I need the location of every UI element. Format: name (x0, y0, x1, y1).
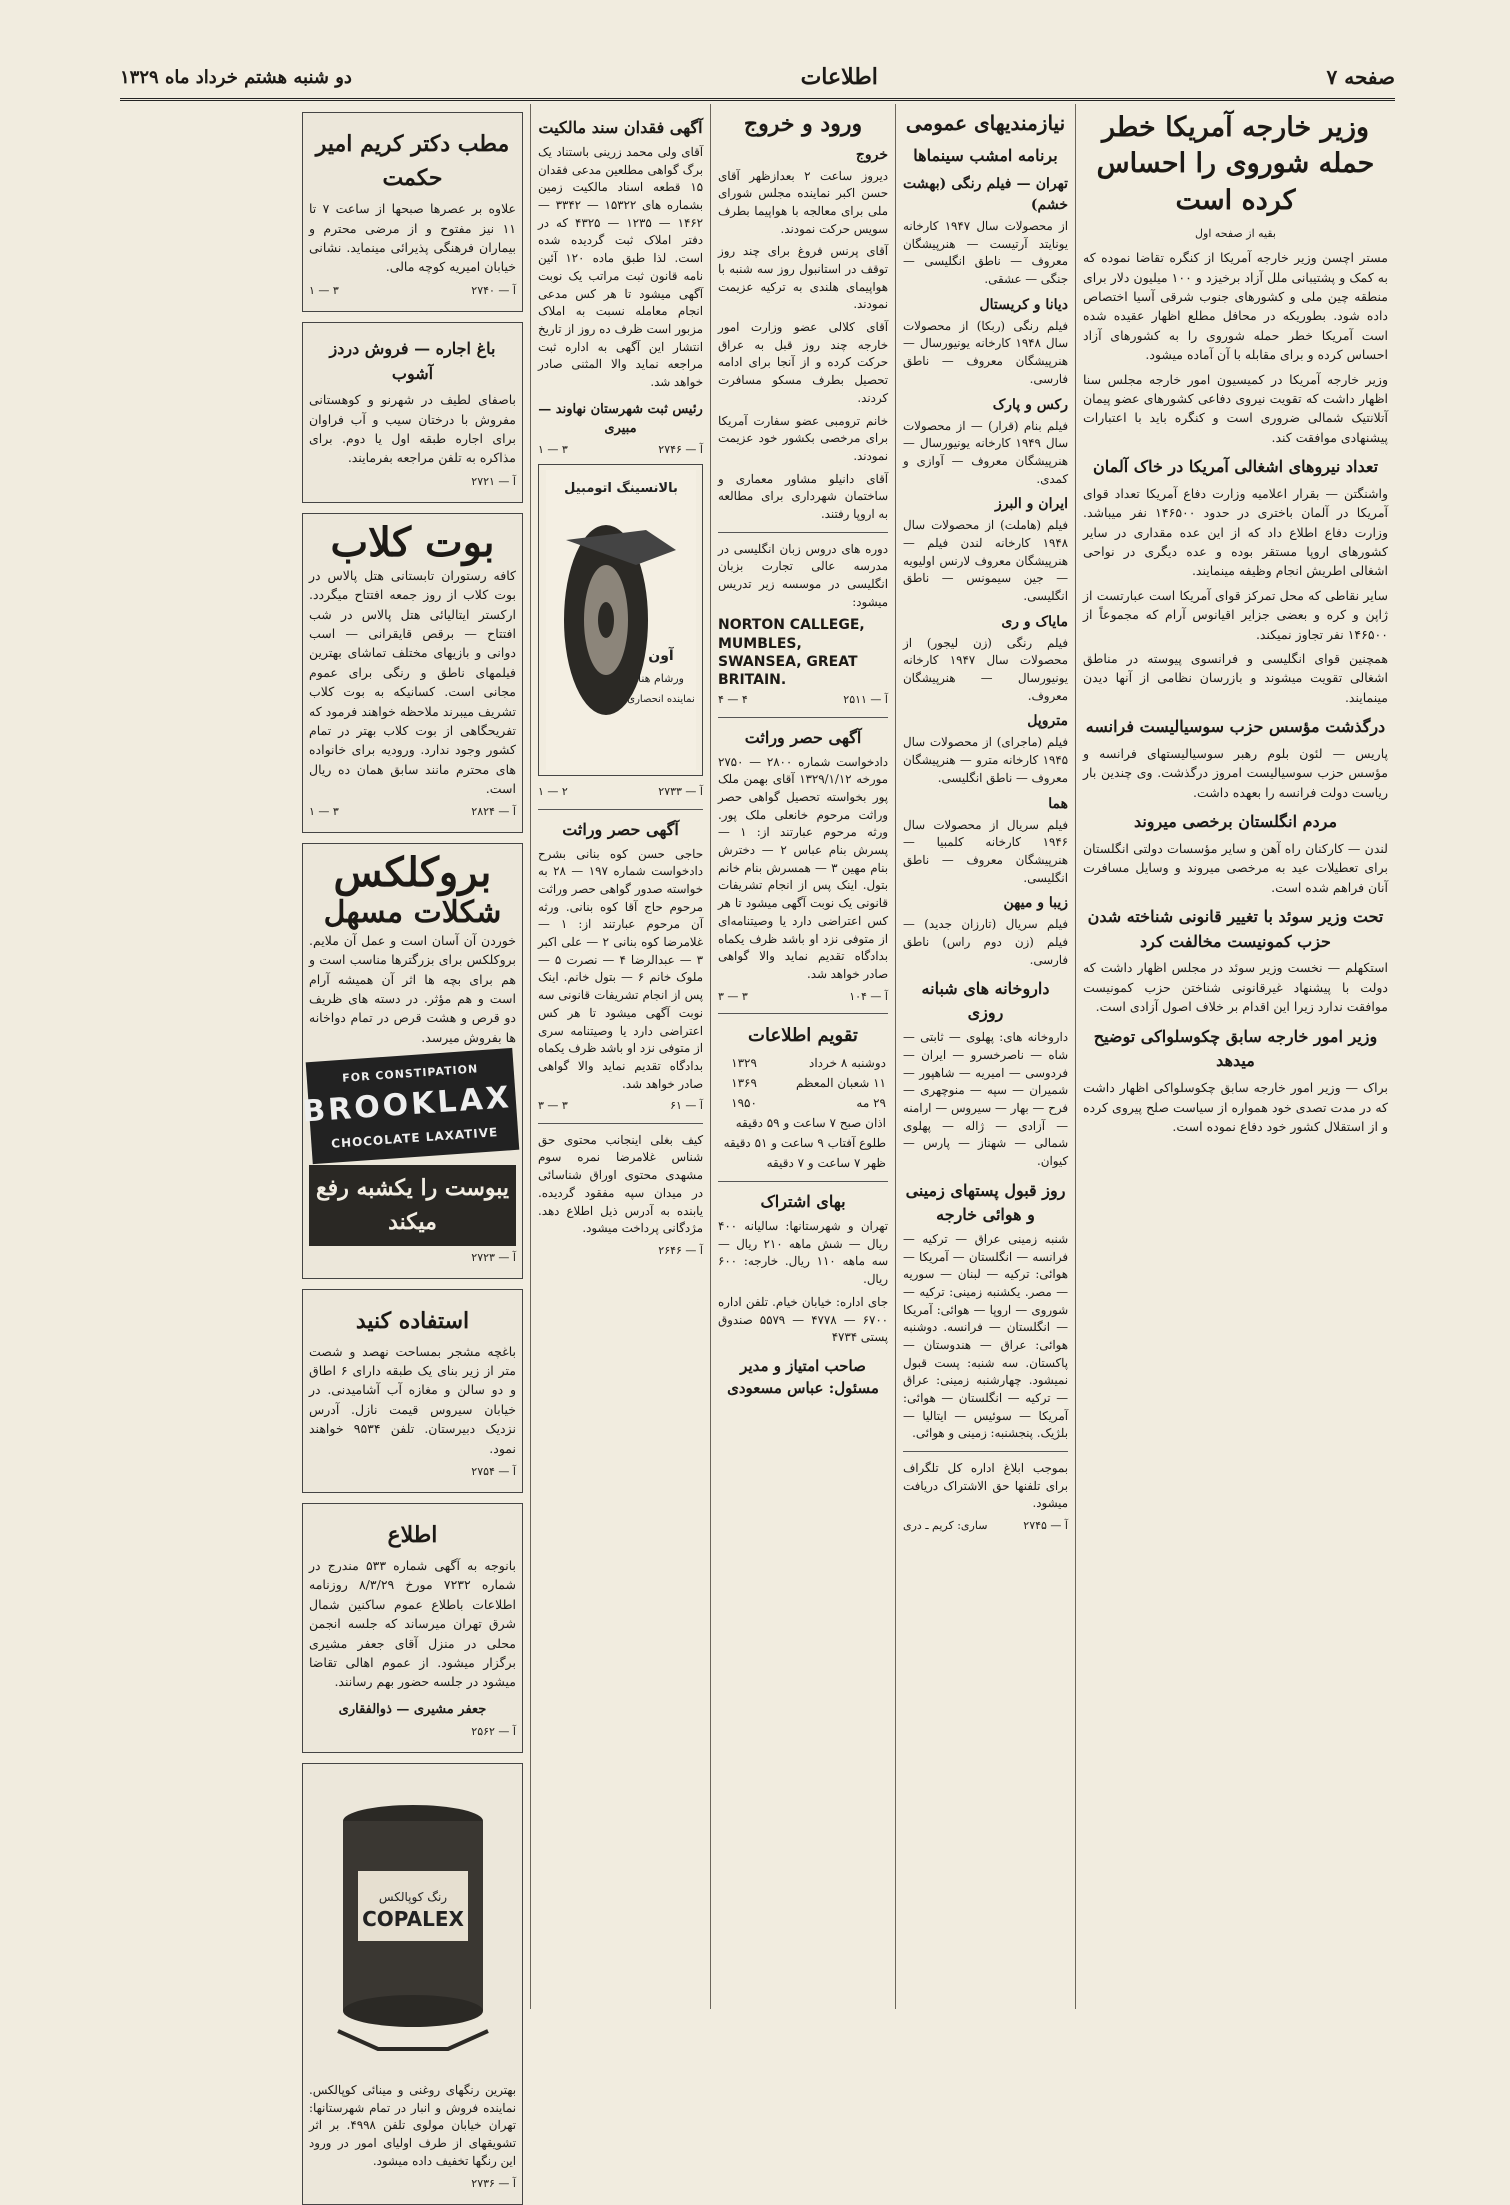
ad-reference (903, 1518, 1068, 1535)
ad-banner: یبوست را یکشبه رفع میکند (309, 1165, 516, 1245)
continued-note: بقیه از صفحه اول (1195, 227, 1276, 241)
ad-title: بوت کلاب (330, 518, 495, 566)
column-ads (295, 104, 530, 2191)
divider (718, 532, 888, 533)
calendar-cell: ۱۱ شعبان المعظم (796, 1076, 886, 1091)
ad-ref-run: ۳ — ۱ (309, 805, 339, 819)
travel-paragraph: آقای دانیلو مشاور معماری و ساختمان شهرداری برای مطالعه به اروپا رفتند. (718, 471, 888, 521)
ad-text: خوردن آن آسان است و عمل آن ملایم. بروکلکس برای بزرگترها مناسب است و هم برای بچه ها اثر آن همیشه آرام است و هم مؤثر. در دسته های ظریف دو قرص و هشت قرص در تمام دواخانه ها بفروش میرسد. (309, 932, 516, 1045)
ad-ref-code: آ — ۲۷۲۳ (471, 1250, 516, 1264)
cinema-name: ایران و البرز (994, 496, 1068, 513)
column-notices (530, 104, 710, 2009)
travel-paragraph: خانم ترومبی عضو سفارت آمریکا برای مرخصی بکشور خود عزیمت نمودند. (718, 413, 888, 463)
services-notice: بموجب ابلاغ اداره کل تلگراف برای تلفنها حق الاشتراک دریافت میشود. (903, 1461, 1068, 1511)
ad-ref-code: آ — ۶۱ (670, 1099, 703, 1113)
calendar-row (718, 1113, 888, 1133)
cinema-desc: فیلم سریال از محصولات سال ۱۹۴۶ کارخانه کلمبیا — هنرپیشگان معروف — ناطق انگلیسی. (903, 817, 1068, 885)
ad-signature: ساری: کریم ـ دری (903, 1519, 988, 1533)
subscription-rates: تهران و شهرستانها: سالیانه ۴۰۰ ریال — شش ماهه ۲۱۰ ریال — سه ماهه ۱۱۰ ریال. خارجه: ۶۰۰ ریال. (718, 1219, 888, 1287)
cinema-desc: فیلم رنگی (زن لیجور) از محصولات سال ۱۹۴۷ کارخانه یونیورسال — هنرپیشگان معروف. (903, 635, 1068, 703)
brooklax-box (301, 1048, 520, 1164)
masthead (120, 56, 1395, 101)
subscription-heading: بهای اشتراک (760, 1192, 846, 1212)
ad-reference (309, 282, 516, 299)
tire-ad-line: آون (647, 648, 674, 665)
calendar-cell: ۱۹۵۰ (731, 1096, 757, 1111)
news-paragraph: همچنین قوای انگلیسی و فرانسوی پیوسته در مناطق اشغالی تقویت میشوند و بازرسان نظامی از آنها دیدن مینمایند. (1083, 650, 1388, 705)
ad-ref-code: آ — ۲۷۳۶ (471, 2177, 516, 2191)
english-course-notice: دوره های دروس زبان انگلیسی در مدرسه عالی تجارت بزبان انگلیسی در موسسه زیر تدریس میشود: (718, 541, 888, 609)
pharmacy-heading: داروخانه های شبانه روزی (921, 979, 1050, 1023)
copalex-ad (302, 1763, 523, 2205)
divider (718, 717, 888, 718)
english-address (718, 616, 888, 689)
calendar-row (718, 1093, 888, 1113)
pharmacy-list: داروخانه های: پهلوی — ثابتی — شاه — ناصرخسرو — ایران — فردوسی — امیریه — شاهپور — شمیران — سپه — منوچهری — فرح — بهار — سیروس — ارامنه — آزادی — ژاله — پهلوی شمالی — شهناز — پارس — کیوان. (903, 1030, 1068, 1169)
cinema-desc: فیلم سریال (تارزان جدید) — فیلم (زن دوم راس) ناطق فارسی. (903, 917, 1068, 967)
paint-can-icon (308, 1781, 518, 2071)
notice-signature: رئیس ثبت شهرستان نهاوند — مبیری (538, 401, 703, 437)
news-paragraph: واشنگتن — بقرار اعلامیه وزارت دفاع آمریکا تعداد قوای آمریکا در آلمان باختری در حدود ۱۴۶۵۰۰ نفر میباشد. وزارت دفاع اطلاع داد که از این عده مقداری در سایر کشورهای اروپا مستقر بوده و عده دیگری در نواحی اشغالی اطریش انجام وظیفه مینمایند. (1083, 485, 1388, 579)
address-line: MUMBLES, (718, 635, 802, 652)
ad-title: مطب دکتر کریم امیر حکمت (315, 131, 510, 192)
divider (718, 1013, 888, 1014)
main-headline: وزیر خارجه آمریکا خطر حمله شوروی را احساس کرده است (1096, 112, 1375, 216)
copalex-illustration (309, 1776, 516, 2076)
calendar-cell: ۱۳۶۹ (731, 1076, 757, 1091)
ad-ref-code: آ — ۱۰۴ (849, 989, 888, 1003)
calendar-table (718, 1053, 888, 1173)
ad-ref-code: آ — ۲۸۲۴ (471, 805, 516, 819)
ad-text: بهترین رنگهای روغنی و مینائی کوپالکس. نماینده فروش و انبار در تمام شهرستانها: تهران خیابان مولوی تلفن ۴۹۹۸. بر اثر تشویقهای از طرف اولیای امور در ورود این رنگها تخفیف داده میشود. (309, 2082, 516, 2168)
calendar-row (718, 1073, 888, 1093)
divider (538, 1123, 703, 1124)
column-news (1075, 104, 1395, 2009)
notice-text: کیف بغلی اینجانب محتوی حق شناس غلامرضا نمره سوم مشهدی محتوی اوراق شناسائی در میدان سپه مفقود گردیده. یابنده به آدرس ذیل اطلاع دهد. مژدگانی پرداخت میشود. (538, 1132, 703, 1236)
ad-reference (309, 473, 516, 490)
cinema-name: تهران — فیلم رنگی (بهشت خشم) (903, 176, 1068, 213)
ad-text: باغچه مشجر بمساحت نهصد و شصت متر از زیر بنای یک طبقه دارای ۶ اطاق و دو سالن و مغازه آب آشامیدنی. در خیابان سیروس قیمت نازل. آدرس نزدیک دبیرستان. تلفن ۹۵۳۴ خواهند نمود. (309, 1343, 516, 1456)
calendar-cell: ۱۳۲۹ (731, 1056, 757, 1071)
cinema-name: رکس و پارک (992, 396, 1068, 413)
publisher-signature: صاحب امتیاز و مدیر مسئول: عباس مسعودی (727, 1356, 879, 1398)
announcement-ad (302, 1503, 523, 1753)
ad-text: کافه رستوران تابستانی هتل پالاس در بوت کلاب از روز جمعه افتتاح میگردد. ارکستر ایتالیائی هتل پالاس در شب افتتاح — برقص قایقرانی — اسب دوانی و بازیهای مختلف تماشای بهترین فیلمهای ناطق و رنگی برای عموم مجانی است. کسانیکه به بوت کلاب تشریف میبرند ملاحظه خواهند فرمود که تفریحگاهی از بوت کلاب بهتر در تمام کشور وجود ندارد. ورودیه برای خانواده های محترم مانند سابق همان ده ریال است. (309, 567, 516, 796)
ad-reference (538, 1098, 703, 1115)
ad-subtitle: شکلات مسهل (323, 895, 502, 931)
ad-ref-run: ۳ — ۳ (538, 1099, 568, 1113)
notice-heading: آگهی فقدان سند مالکیت (538, 118, 703, 137)
tire-ad-line: ورشام هنا (637, 672, 684, 686)
cinema-desc: فیلم بنام (قرار) — از محصولات سال ۱۹۴۹ کارخانه یونیورسال — هنرپیشگان معروف — آوازی و کمدی. (903, 418, 1068, 486)
news-paragraph: پاریس — لئون بلوم رهبر سوسیالیستهای فرانسه و مؤسس حزب سوسیالیست امروز درگذشت. وی چندین بار ریاست دولت فرانسه را بعهده داشت. (1083, 745, 1388, 800)
notice-heading: آگهی حصر وراثت (562, 819, 679, 839)
ad-reference (718, 989, 888, 1006)
ad-ref-code: آ — ۲۷۳۳ (658, 785, 703, 799)
office-address: جای اداره: خیابان خیام. تلفن اداره ۶۷۰۰ — ۴۷۷۸ — ۵۵۷۹ صندوق پستی ۴۷۳۴ (718, 1294, 888, 1345)
inheritance-text: دادخواست شماره ۲۸۰۰ — ۲۷۵۰ مورخه ۱۳۲۹/۱/۱۲ آقای بهمن ملک پور بخواسته تحصیل گواهی حصر وراثت مرحوم خانعلی ملک پور. ورثه مرحوم عبارتند از: ۱ — پسرش بنام عباس ۲ — دخترش بنام مهین ۳ — همسرش بنام خانم بتول. اینک پس از انجام تشریفات قانونی یک نوبت آگهی میشود تا هر کس اعتراضی دارد یا وصیتنامه‌ای از متوفی نزد او باشد ظرف یکماه بدادگاه تقدیم نماید والا گواهی صادر خواهد شد. (718, 754, 889, 981)
cinema-desc: فیلم (هاملت) از محصولات سال ۱۹۴۸ کارخانه لندن فیلم — هنرپیشگان معروف لارنس اولیویه — جین سیمونس — ناطق انگلیسی. (903, 518, 1068, 603)
ad-reference (309, 1463, 516, 1480)
services-title: نیازمندیهای عمومی (905, 111, 1066, 135)
ad-reference (538, 1243, 703, 1260)
copalex-brand: COPALEX (361, 1906, 464, 1931)
calendar-heading: تقویم اطلاعات (748, 1025, 858, 1047)
tire-advertisement (538, 464, 703, 776)
box-label: CHOCOLATE LAXATIVE (330, 1124, 499, 1151)
news-heading: تعداد نیروهای اشغالی آمریکا در خاک آلمان (1092, 457, 1379, 477)
travel-paragraph: آقای کلالی عضو وزارت امور خارجه چند روز قبل به عراق حرکت کرده و از آنجا برای ادامه تحصیل بطرف مسکو مسافرت کردند. (718, 320, 888, 405)
calendar-cell: طلوع آفتاب ۹ ساعت و ۵۱ دقیقه (723, 1136, 886, 1151)
ad-title: استفاده کنید (355, 1307, 470, 1334)
news-heading: تحت وزیر سوئد با تغییر قانونی شناخته شدن حزب کمونیست مخالفت کرد (1087, 906, 1384, 951)
ad-ref-code: آ — ۲۵۶۲ (471, 1724, 516, 1738)
divider (903, 1451, 1068, 1452)
ad-ref-run: ۴ — ۴ (718, 693, 748, 707)
news-paragraph: لندن — کارکنان راه آهن و سایر مؤسسات دولتی انگلستان برای تعطیلات عید به مرخصی میروند و وسایل مسافرت آنان فراهم شده است. (1083, 840, 1388, 895)
cinema-desc: از محصولات سال ۱۹۴۷ کارخانه یونایتد آرتیست — هنرپیشگان معروف — ناطق انگلیسی — جنگی — عشقی. (903, 219, 1068, 287)
tire-ad-line: بالانسینگ اتومبیل (563, 481, 678, 497)
news-paragraph: براک — وزیر امور خارجه سابق چکوسلواکی اظهار داشت که در مدت تصدی خود همواره از سیاست صلح پیروی کرده و از استقلال کشور خود دفاع نموده است. (1083, 1080, 1388, 1134)
column-services (895, 104, 1075, 2009)
news-paragraph: مستر اچسن وزیر خارجه آمریکا از کنگره تقاضا نموده که به کمک و پشتیبانی ملل آزاد برخیزد و ۱۰۰ میلیون دلار برای منطقه چین ملی و کشورهای جنوب شرقی آسیا اختصاص داده شود. بطوریکه در محافل مطلع اظهار عقیده شده است آمریکا خطر حمله شوروی را به کشورهای آزاد احساس کرده و برای مقابله با آن آماده میشود. (1083, 250, 1388, 363)
brooklax-ad (302, 843, 523, 1278)
ad-reference (538, 784, 703, 801)
ad-reference (718, 692, 888, 709)
news-heading: مردم انگلستان برخصی میروند (1133, 811, 1338, 831)
travel-paragraph: دیروز ساعت ۲ بعدازظهر آقای حسن اکبر نماینده مجلس شورای ملی برای معالجه با هواپیما بطرف سویس حرکت نمودند. (718, 168, 888, 236)
news-paragraph: سایر نقاطی که محل تمرکز قوای آمریکا است عبارتست از ژاپن و کره و بعضی جزایر اقیانوس آرام که مجموعاً از ۱۴۶۵۰۰ نفر تجاوز نمیکند. (1083, 587, 1388, 642)
ad-reference (309, 1723, 516, 1740)
calendar-cell: ۲۹ مه (856, 1096, 886, 1111)
ad-ref-run: ۳ — ۳ (718, 989, 748, 1003)
news-heading: درگذشت مؤسس حزب سوسیالیست فرانسه (1085, 717, 1386, 737)
cinema-heading: برنامه امشب سینماها (913, 146, 1058, 165)
issue-date: دو شنبه هشتم خرداد ماه ۱۳۲۹ (120, 66, 352, 88)
travel-subheading: خروج (855, 146, 888, 163)
post-schedule: شنبه زمینی عراق — ترکیه — فرانسه — انگلستان — آمریکا — هوائی: ترکیه — لبنان — سوریه — مصر. یکشنبه زمینی: ترکیه — شوروی — اروپا — هوائی: آمریکا — انگلستان — فرانسه. دوشنبه هوائی: عراق — هندوستان — پاکستان. سه شنبه: پست قبول نمیشود. چهارشنبه زمینی: عراق — ترکیه — انگلستان — هوائی: آمریکا — سوئیس — ایتالیا — بلژیک. پنجشنبه: زمینی و هوائی. (903, 1231, 1068, 1441)
tire-ad-line: نماینده انحصاری (626, 694, 695, 706)
paper-name: اطلاعات (800, 64, 878, 90)
doctor-ad (302, 112, 523, 312)
post-heading: روز قبول پستهای زمینی و هوائی خارجه (905, 1180, 1066, 1224)
cinema-name: مایاک و ری (1001, 613, 1068, 630)
calendar-cell: اذان صبح ۷ ساعت و ۵۹ دقیقه (735, 1116, 886, 1131)
cinema-desc: فیلم (ماجرای) از محصولات سال ۱۹۴۵ کارخانه مترو — هنرپیشگان معروف — ناطق انگلیسی. (903, 735, 1068, 785)
cinema-desc: فیلم رنگی (ربکا) از محصولات سال ۱۹۴۸ کارخانه یونیورسال — هنرپیشگان معروف — ناطق فارسی. (903, 318, 1068, 386)
notice-text: آقای ولی محمد زرینی باستناد یک برگ گواهی مطلعین مدعی فقدان ۱۵ قطعه اسناد مالکیت زمین بشماره های ۱۵۳۲۲ — ۳۳۴۲ — ۱۴۶۲ — ۱۲۳۵ — ۴۳۲۵ که در دفتر املاک ثبت گردیده شده است. لذا طبق ماده ۱۲۰ آئین نامه قانون ثبت مراتب یک نوبت آگهی میشود تا هر کس مدعی انجام معامله نسبت به املاک مزبور است ظرف ده روز از تاریخ انتشار این آگهی به اداره ثبت مراجعه نماید والا المثنی صادر خواهد شد. (538, 145, 704, 389)
ad-ref-code: آ — ۲۷۵۴ (471, 1464, 516, 1478)
news-heading: وزیر امور خارجه سابق چکوسلواکی توضیح میدهد (1093, 1026, 1378, 1071)
notice-text: حاجی حسن کوه بنانی بشرح دادخواست شماره ۱۹۷ — ۲۸ به خواسته صدور گواهی حصر وراثت مرحوم حاج آقا کوه بنانی. ورثه آن مرحوم عبارتند از: ۱ — غلامرضا کوه بنانی ۲ — علی اکبر ۳ — عبدالرضا ۴ — نصرت ۵ — ملوک خانم ۶ — بتول خانم. اینک پس از انجام تشریفات قانونی سه نوبت آگهی میشود تا هر کس اعتراضی دارد یا وصیتنامه سری از متوفی نزد او باشد ظرف یکماه بدادگاه تقدیم نماید والا گواهی صادر خواهد شد. (538, 846, 704, 1091)
copalex-label: رنگ کوپالکس (378, 1889, 447, 1904)
ad-reference (309, 1249, 516, 1266)
page-number: صفحه ۷ (1326, 65, 1395, 89)
address-line: NORTON CALLEGE, (718, 617, 865, 634)
travel-paragraph: آقای پرنس فروغ برای چند روز توقف در استانبول روز سه شنبه با هواپیمای هلندی به ترکیه عزیمت نمودند. (718, 244, 888, 312)
ad-title: بروکلکس (333, 849, 492, 897)
inheritance-heading: آگهی حصر وراثت (744, 727, 862, 747)
ad-ref-run: ۳ — ۱ (538, 442, 568, 456)
travel-title: ورود و خروج (743, 111, 863, 137)
box-brand: BROOKLAX (301, 1080, 513, 1130)
address-line: BRITAIN. (718, 671, 787, 688)
garden-ad (302, 322, 523, 503)
ad-ref-code: آ — ۲۷۴۵ (1023, 1519, 1068, 1533)
cinema-name: دیانا و کریستال (979, 296, 1068, 313)
boot-club-ad (302, 513, 523, 834)
ad-ref-code: آ — ۲۷۲۱ (471, 474, 516, 488)
cinema-name: زیبا و میهن (1003, 895, 1068, 912)
calendar-cell: دوشنبه ۸ خرداد (808, 1056, 886, 1071)
cinema-name: متروپل (1027, 713, 1068, 730)
calendar-row (718, 1153, 888, 1173)
address-line: SWANSEA, GREAT (718, 653, 858, 670)
ad-signature: جعفر مشیری — ذوالفقاری (338, 1701, 487, 1717)
columns (120, 104, 1395, 2191)
ad-reference (309, 803, 516, 820)
ad-reference (538, 442, 703, 459)
ad-ref-run: ۲ — ۱ (538, 785, 568, 799)
ad-ref-code: آ — ۲۷۴۰ (471, 283, 516, 297)
ad-text: باصفای لطیف در شهرنو و کوهستانی مفروش با درختان سیب و آب فراوان برای اجاره طبقه اول یا دوم. برای مذاکره به تلفن مراجعه بفرمایند. (309, 392, 516, 466)
divider (538, 809, 703, 810)
column-travel (710, 104, 895, 2009)
ad-title: باغ اجاره — فروش دردز آشوب (329, 338, 496, 383)
news-paragraph: وزیر خارجه آمریکا در کمیسیون امور خارجه مجلس سنا اظهار داشت که تقویت نیروی دفاعی کشورهای عضو پیمان آتلانتیک شمالی ضروری است و کنگره باید با اعتبارات پیشنهادی موافقت کند. (1083, 371, 1388, 445)
calendar-row (718, 1053, 888, 1073)
ad-title: اطلاع (387, 1521, 438, 1548)
ad-reference (309, 2175, 516, 2192)
ad-ref-code: آ — ۲۶۴۶ (658, 1243, 703, 1257)
tire-illustration (546, 470, 696, 770)
cinema-name: هما (1048, 795, 1068, 812)
box-label: FOR CONSTIPATION (341, 1062, 479, 1085)
calendar-cell: ظهر ۷ ساعت و ۷ دقیقه (766, 1156, 886, 1171)
ad-text: بانوجه به آگهی شماره ۵۳۳ مندرج در شماره ۷۲۳۲ مورخ ۸/۳/۲۹ روزنامه اطلاعات باطلاع عموم ساکنین شمال شرق تهران میرساند که جلسه انجمن محلی در منزل آقای جعفر مشیری برگزار میشود. از عموم اهالی تقاضا میشود در جلسه حضور بهم رسانند. (309, 1558, 516, 1690)
property-ad (302, 1289, 523, 1493)
cinema-list (903, 174, 1068, 969)
divider (718, 1181, 888, 1182)
ad-text: علاوه بر عصرها صبحها از ساعت ۷ تا ۱۱ نیز مفتوح و از مرضی محترم و بیماران فرهنگی پذیرائی مینماید. نشانی خیابان امیریه کوچه مالی. (309, 201, 516, 275)
ad-ref-run: ۳ — ۱ (309, 283, 339, 297)
news-paragraph: استکهلم — نخست وزیر سوئد در مجلس اظهار داشت که دولت با پیشنهاد غیرقانونی شناختن حزب کمونیست موافقت ندارد زیرا این اقدام بر خلاف اصول آزادی است. (1083, 960, 1388, 1015)
ad-ref-code: آ — ۲۷۴۶ (658, 442, 703, 456)
calendar-row (718, 1133, 888, 1153)
ad-ref-code: آ — ۲۵۱۱ (843, 693, 888, 707)
